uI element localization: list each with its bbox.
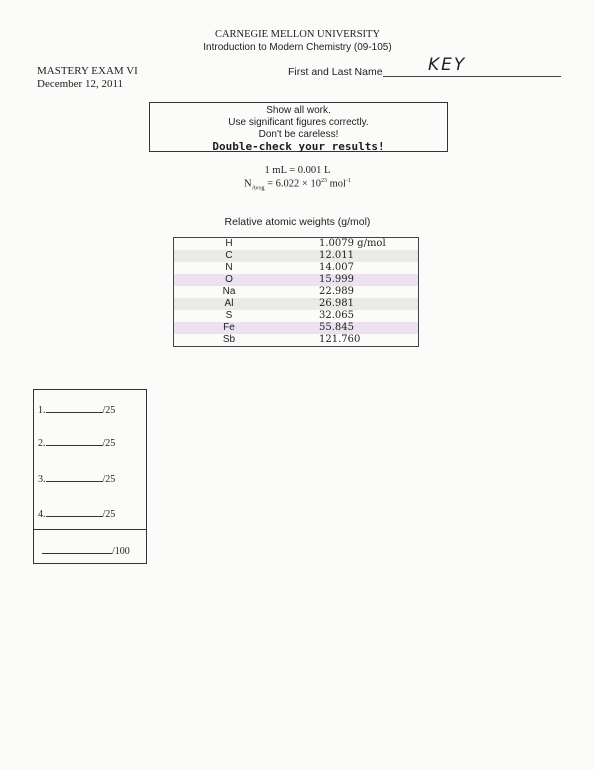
- score-max: /25: [102, 438, 116, 449]
- header: [0, 28, 595, 54]
- name-field-value: KEY: [428, 55, 467, 75]
- instruction-line: Don't be careless!: [258, 129, 339, 140]
- score-blank[interactable]: [46, 508, 103, 517]
- instruction-line: Show all work.: [266, 105, 331, 116]
- score-number: 2.: [38, 438, 46, 449]
- score-box: [33, 389, 147, 564]
- score-total-blank[interactable]: [42, 545, 112, 554]
- atomic-weight-value: 26.981: [284, 298, 419, 310]
- atomic-weight-row: [174, 310, 419, 322]
- score-number: 3.: [38, 474, 46, 485]
- atomic-weight-row: [174, 334, 419, 347]
- score-row: [38, 437, 115, 449]
- avogadro-value: = 6.022 × 10: [264, 178, 321, 190]
- atomic-weight-value: 1.0079 g/mol: [319, 238, 386, 249]
- score-total-row: [38, 545, 130, 557]
- avogadro-unit: mol: [326, 178, 346, 190]
- score-divider: [34, 529, 146, 530]
- exam-date: December 12, 2011: [37, 78, 124, 90]
- atomic-weight-row: [174, 250, 419, 262]
- atomic-weight-value: 15.999: [284, 274, 419, 286]
- avogadro-subscript: Avog: [251, 185, 265, 192]
- atomic-weight-value: 121.760: [319, 334, 361, 345]
- element-symbol: Fe: [174, 322, 285, 334]
- score-number: 1.: [38, 405, 46, 416]
- element-symbol: S: [225, 310, 233, 321]
- avogadro-constant: [0, 178, 595, 192]
- instruction-line: Use significant figures correctly.: [228, 117, 369, 128]
- avogadro-exponent: 23: [320, 178, 327, 184]
- element-symbol: N: [225, 262, 233, 273]
- score-max: /25: [102, 509, 116, 520]
- atomic-weight-value: 12.011: [284, 250, 419, 262]
- avogadro-symbol: N: [244, 178, 252, 190]
- element-symbol: C: [174, 250, 285, 262]
- score-row: [38, 473, 115, 485]
- atomic-weight-row: [174, 262, 419, 274]
- element-symbol: Na: [222, 286, 236, 297]
- atomic-weight-row: [174, 286, 419, 298]
- name-field-line[interactable]: [383, 75, 561, 77]
- atomic-weight-value: 32.065: [319, 310, 354, 321]
- instructions-box: [149, 102, 448, 152]
- score-max: /25: [102, 405, 116, 416]
- element-symbol: Sb: [222, 334, 236, 345]
- atomic-weight-value: 55.845: [284, 322, 419, 334]
- score-max: /25: [102, 474, 116, 485]
- score-row: [38, 404, 115, 416]
- atomic-weight-row: [174, 238, 419, 251]
- atomic-weight-row: [174, 298, 419, 310]
- course-name: Introduction to Modern Chemistry (09-105): [203, 42, 392, 53]
- atomic-weights-table: [173, 237, 419, 347]
- atomic-weight-row: [174, 322, 419, 334]
- atomic-weight-value: 14.007: [319, 262, 354, 273]
- name-label: First and Last Name: [288, 66, 383, 78]
- ml-conversion: 1 mL = 0.001 L: [264, 165, 331, 176]
- instruction-line-emphasis: Double-check your results!: [212, 140, 385, 153]
- score-blank[interactable]: [46, 404, 103, 413]
- score-total-max: /100: [112, 546, 130, 557]
- score-number: 4.: [38, 509, 46, 520]
- atomic-weight-value: 22.989: [319, 286, 354, 297]
- score-blank[interactable]: [46, 437, 103, 446]
- university-name: CARNEGIE MELLON UNIVERSITY: [214, 29, 381, 40]
- element-symbol: O: [174, 274, 285, 286]
- exam-title: MASTERY EXAM VI: [37, 65, 138, 77]
- avogadro-unit-exponent: -1: [345, 178, 351, 184]
- score-row: [38, 508, 115, 520]
- element-symbol: H: [225, 238, 233, 249]
- element-symbol: Al: [174, 298, 285, 310]
- atomic-weight-row: [174, 274, 419, 286]
- atomic-weights-title: Relative atomic weights (g/mol): [224, 216, 371, 228]
- score-blank[interactable]: [46, 473, 103, 482]
